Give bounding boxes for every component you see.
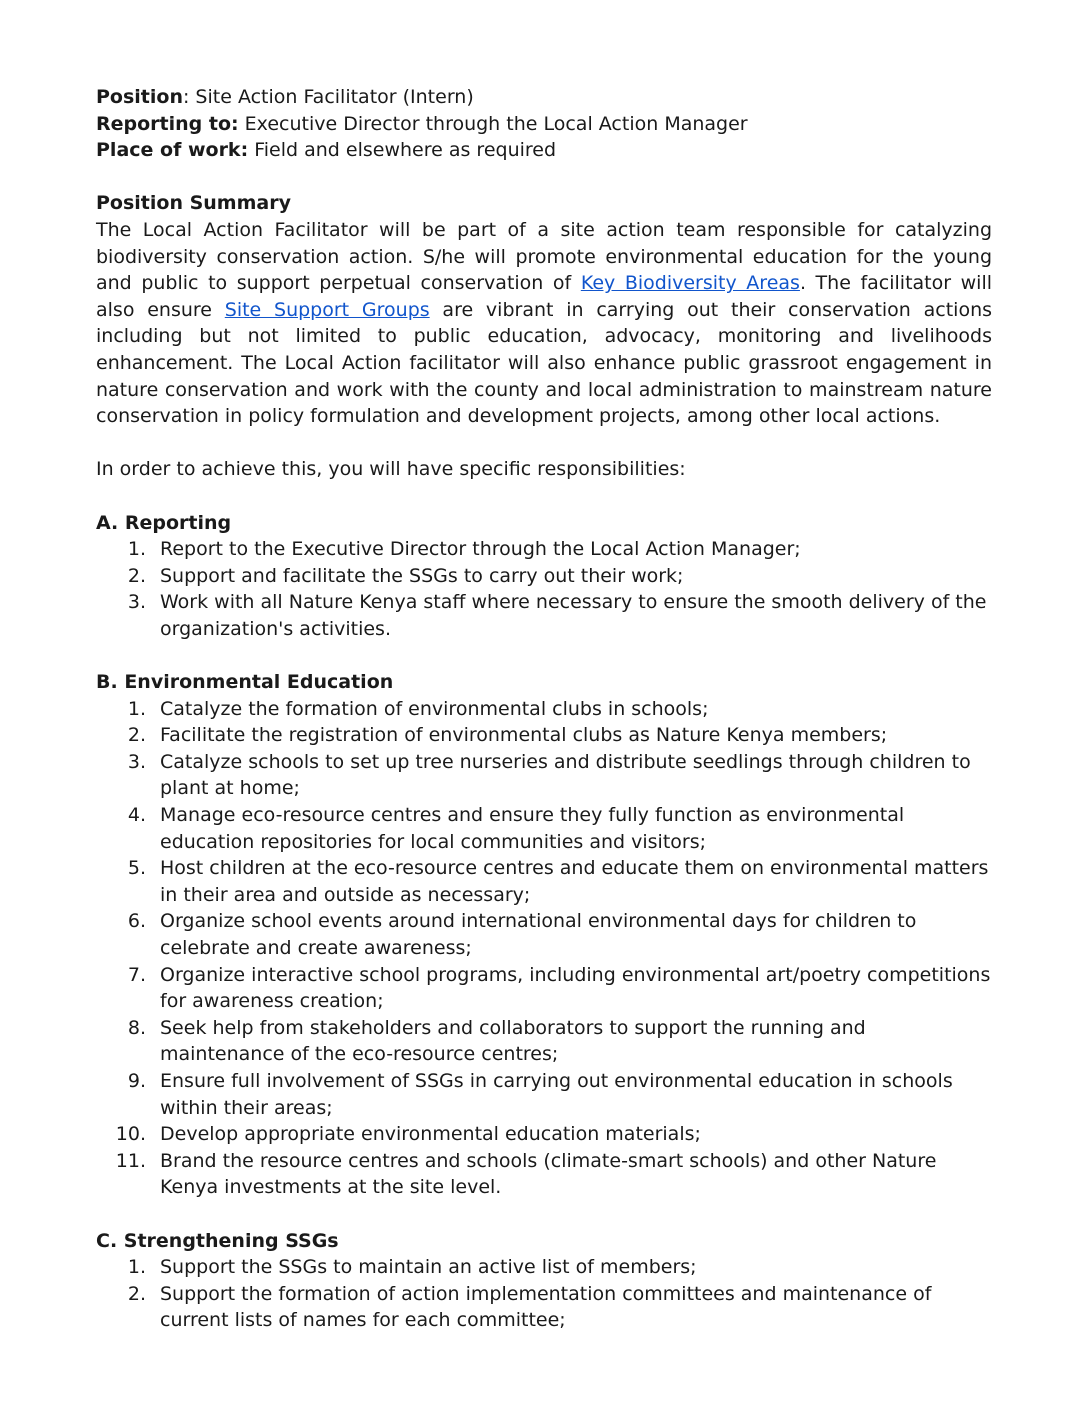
list-item-text: Work with all Nature Kenya staff where necessary to ensure the smooth delivery of the organization's activities. xyxy=(160,591,987,640)
list-item-text: Support the formation of action implementation committees and maintenance of current lists of names for each committee; xyxy=(160,1282,932,1332)
responsibilities-intro: In order to achieve this, you will have specific responsibilities: xyxy=(96,458,686,481)
list-item-number: 11. xyxy=(115,1149,146,1172)
list-item xyxy=(96,1015,992,1068)
list-item-number: 8. xyxy=(127,1016,146,1039)
list-item xyxy=(96,536,992,563)
list-item xyxy=(96,722,992,749)
position-line xyxy=(96,84,992,111)
list-item xyxy=(96,1121,992,1148)
position-summary-heading: Position Summary xyxy=(96,192,291,215)
list-item xyxy=(96,908,992,961)
list-item-number: 3. xyxy=(127,750,146,773)
list-item-text: Report to the Executive Director through the Local Action Manager; xyxy=(160,538,801,561)
list-item xyxy=(96,1281,992,1334)
list-item xyxy=(96,696,992,723)
reporting-to-label: Reporting to: xyxy=(96,112,239,135)
list-item-number: 2. xyxy=(127,724,146,747)
spacer xyxy=(96,483,992,510)
list-item-text: Organize school events around international environmental days for children to celebrate and create awareness; xyxy=(160,910,917,959)
list-item-text: Support the SSGs to maintain an active list of members; xyxy=(160,1256,697,1279)
position-summary-text xyxy=(96,217,992,430)
position-label: Position xyxy=(96,86,183,108)
list-item-number: 2. xyxy=(127,564,146,587)
list-item-text: Develop appropriate environmental education materials; xyxy=(160,1123,701,1146)
list-item-number: 2. xyxy=(127,1282,146,1305)
list-item xyxy=(96,855,992,908)
strengthening-ssgs-list xyxy=(96,1254,992,1334)
key-biodiversity-areas-link[interactable]: Key Biodiversity Areas xyxy=(580,272,800,295)
summary-text-part-3: are vibrant in carrying out their conservation actions including but not limited to public education, advocacy, monitoring and livelihoods enhancement. The Local Action facilitator will also enhance public grassroot engagement in nature conservation and work with the county and local administration to mainstream nature conservation in policy formulation and development projects, among other local actions. xyxy=(96,298,993,428)
list-item xyxy=(96,1068,992,1121)
list-item-text: Catalyze the formation of environmental clubs in schools; xyxy=(160,697,709,720)
list-item-text: Catalyze schools to set up tree nurseries and distribute seedlings through children to plant at home; xyxy=(160,750,971,800)
list-item-text: Manage eco-resource centres and ensure they fully function as environmental education repositories for local communities and visitors; xyxy=(160,804,905,853)
list-item xyxy=(96,1148,992,1201)
environmental-education-heading: B. Environmental Education xyxy=(96,671,394,694)
summary-text-part-1: The Local Action Facilitator will be part of a site action team responsible for catalyzing biodiversity conservation action. S/he will promote environmental education for the young and public to support perpetual conservation of xyxy=(96,218,992,295)
site-support-groups-link[interactable]: Site Support Groups xyxy=(224,298,430,321)
list-item-text: Ensure full involvement of SSGs in carrying out environmental education in schools within their areas; xyxy=(160,1069,953,1119)
spacer xyxy=(96,430,992,457)
spacer xyxy=(96,164,992,191)
list-item-number: 6. xyxy=(127,910,146,933)
list-item-number: 3. xyxy=(127,591,146,614)
list-item-text: Brand the resource centres and schools (climate-smart schools) and other Nature Kenya investments at the site level. xyxy=(160,1149,937,1199)
document-page xyxy=(96,84,992,1334)
position-value: : Site Action Facilitator (Intern) xyxy=(182,86,474,108)
list-item-number: 5. xyxy=(127,857,146,880)
list-item-number: 7. xyxy=(127,963,146,986)
list-item xyxy=(96,802,992,855)
list-item-text: Support and facilitate the SSGs to carry out their work; xyxy=(160,564,684,587)
list-item-text: Seek help from stakeholders and collaborators to support the running and maintenance of the eco-resource centres; xyxy=(160,1016,866,1066)
summary-text-part-2: . The facilitator will also ensure xyxy=(96,272,993,321)
list-item-text: Host children at the eco-resource centres and educate them on environmental matters in their area and outside as necessary; xyxy=(160,857,989,906)
place-of-work-label: Place of work: xyxy=(96,139,249,162)
list-item-number: 4. xyxy=(127,804,146,827)
list-item-number: 1. xyxy=(127,697,146,720)
spacer xyxy=(96,1201,992,1228)
list-item-number: 9. xyxy=(127,1069,146,1092)
list-item xyxy=(96,962,992,1015)
list-item-text: Facilitate the registration of environmental clubs as Nature Kenya members; xyxy=(160,724,888,747)
reporting-heading: A. Reporting xyxy=(96,511,232,534)
spacer xyxy=(96,642,992,669)
list-item xyxy=(96,1254,992,1281)
list-item xyxy=(96,563,992,590)
strengthening-ssgs-heading: C. Strengthening SSGs xyxy=(96,1229,339,1252)
list-item-number: 1. xyxy=(127,538,146,561)
list-item xyxy=(96,589,992,642)
environmental-education-list xyxy=(96,696,992,1201)
reporting-to-line xyxy=(96,111,992,138)
list-item-text: Organize interactive school programs, including environmental art/poetry competitions for awareness creation; xyxy=(160,963,991,1013)
reporting-list xyxy=(96,536,992,642)
place-of-work-line xyxy=(96,137,992,164)
place-of-work-value: Field and elsewhere as required xyxy=(248,139,557,162)
reporting-to-value: Executive Director through the Local Action Manager xyxy=(238,112,748,135)
list-item-number: 1. xyxy=(127,1256,146,1279)
list-item-number: 10. xyxy=(115,1123,146,1146)
list-item xyxy=(96,749,992,802)
